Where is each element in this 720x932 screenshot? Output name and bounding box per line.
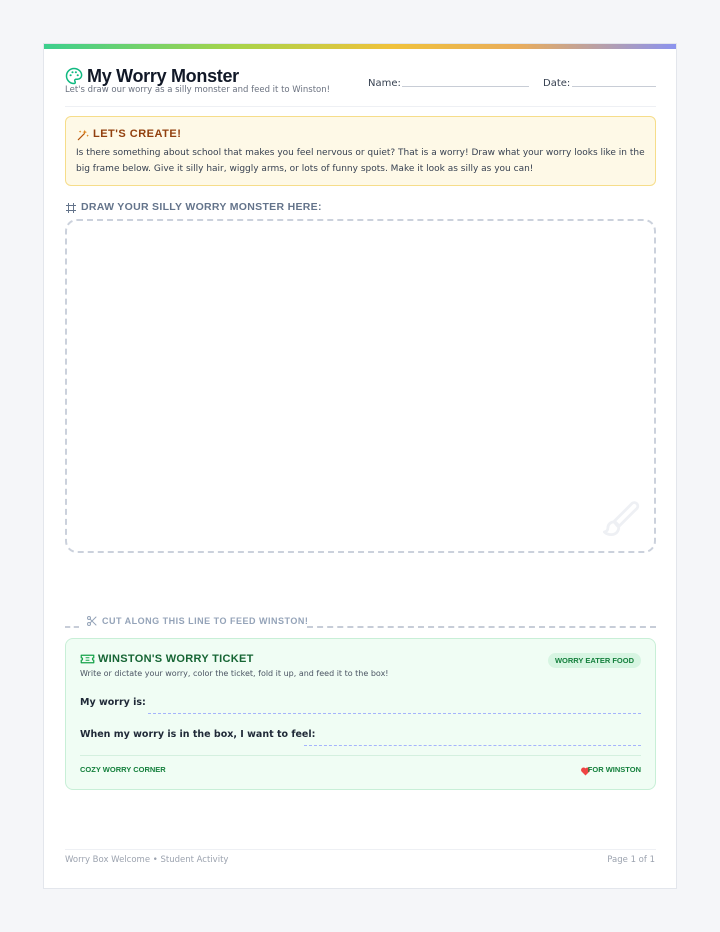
draw-section-label: DRAW YOUR SILLY WORRY MONSTER HERE: (81, 201, 322, 213)
gradient-top-bar (44, 44, 676, 49)
name-label: Name: (368, 78, 401, 89)
instructions-callout (65, 116, 656, 186)
date-field[interactable] (572, 86, 656, 87)
date-label: Date: (543, 78, 571, 89)
page-subtitle: Let's draw our worry as a silly monster and feed it to Winston! (65, 85, 331, 95)
ticket-icon (80, 653, 95, 665)
ticket-subtitle: Write or dictate your worry, color the ticket, fold it up, and feed it to the box! (80, 669, 389, 678)
palette-icon (65, 67, 83, 85)
ticket-divider (80, 755, 641, 756)
page-number: Page 1 of 1 (607, 855, 655, 865)
footer-divider (65, 849, 656, 850)
worry-label: My worry is: (80, 697, 146, 708)
for-winston-label: FOR WINSTON (587, 765, 641, 774)
cozy-corner-label: COZY WORRY CORNER (80, 765, 166, 774)
worry-ticket (65, 638, 656, 790)
ticket-title: WINSTON'S WORRY TICKET (98, 653, 254, 665)
header-divider (65, 106, 656, 107)
paintbrush-icon (600, 497, 642, 539)
ticket-badge: WORRY EATER FOOD (548, 653, 641, 668)
page-title: My Worry Monster (87, 66, 239, 86)
cut-line-right (307, 626, 656, 628)
callout-title: LET'S CREATE! (93, 128, 182, 140)
name-field[interactable] (402, 86, 529, 87)
sparkle-icon (76, 128, 90, 142)
worry-field[interactable] (148, 713, 641, 714)
callout-text: Is there something about school that makes you feel nervous or quiet? That is a worry! Draw what your worry looks like in the big frame below. Give it silly hair, wiggly arms, or lots of funny spots. Make it look as silly as you can! (76, 148, 645, 174)
feel-field[interactable] (304, 745, 641, 746)
frame-icon (65, 202, 77, 214)
footer-left: Worry Box Welcome • Student Activity (65, 855, 229, 865)
scissors-icon (86, 614, 98, 628)
cut-line-left (65, 626, 79, 628)
drawing-frame[interactable] (65, 219, 656, 553)
cut-line-label: CUT ALONG THIS LINE TO FEED WINSTON! (102, 616, 309, 626)
feel-label: When my worry is in the box, I want to feel: (80, 729, 316, 740)
worksheet-page (43, 43, 677, 889)
